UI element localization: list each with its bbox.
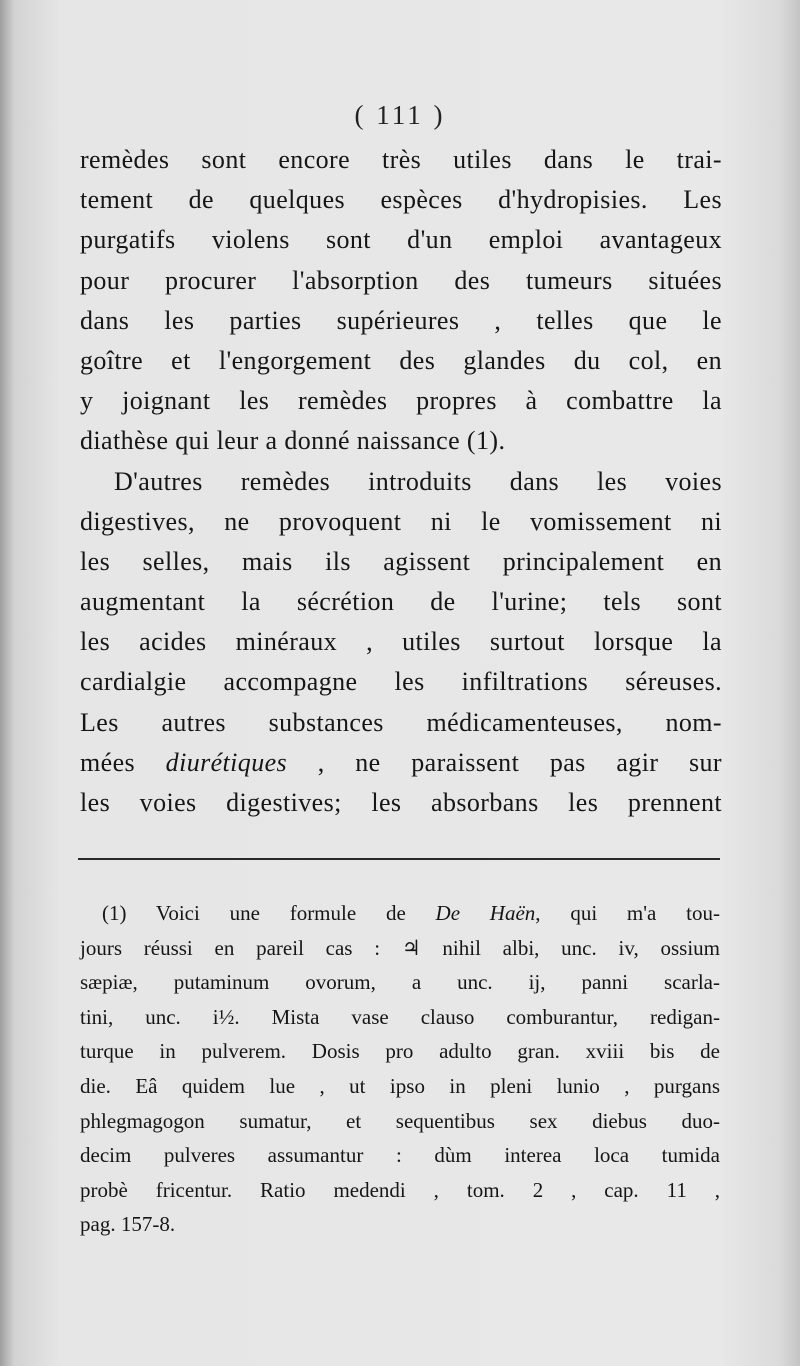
footnote-fragment: , qui m'a tou- bbox=[535, 901, 720, 925]
body-line: augmentant la sécrétion de l'urine; tels sont bbox=[80, 587, 722, 617]
body-line: tement de quelques espèces d'hydropisies. Les bbox=[80, 185, 722, 215]
footnote-author: De Haën bbox=[435, 901, 536, 925]
body-line-italic-term bbox=[80, 743, 722, 783]
body-text-fragment: mées bbox=[80, 747, 166, 777]
body-line: les voies digestives; les absorbans les prennent bbox=[80, 788, 722, 817]
italic-term: diurétiques bbox=[165, 747, 288, 777]
footnote-line: die. Eâ quidem lue , ut ipso in pleni lunio , purgans bbox=[80, 1073, 720, 1098]
body-text-fragment: , ne paraissent pas agir sur bbox=[287, 747, 722, 777]
footnote-divider bbox=[78, 858, 720, 860]
footnote-line: pag. 157-8. bbox=[80, 1212, 176, 1237]
body-line: diathèse qui leur a donné naissance (1). bbox=[80, 426, 506, 456]
body-line: remèdes sont encore très utiles dans le trai- bbox=[80, 145, 722, 174]
footnote-line: probè fricentur. Ratio medendi , tom. 2 , cap. 11 , bbox=[80, 1177, 720, 1202]
body-line: purgatifs violens sont d'un emploi avantageux bbox=[80, 225, 722, 255]
footnote bbox=[80, 896, 720, 1242]
footnote-line: jours réussi en pareil cas : ♃ nihil albi, unc. iv, ossium bbox=[80, 935, 720, 960]
body-line: Les autres substances médicamenteuses, nom- bbox=[80, 707, 722, 737]
footnote-line: phlegmagogon sumatur, et sequentibus sex diebus duo- bbox=[80, 1108, 720, 1133]
body-line: les selles, mais ils agissent principalement en bbox=[80, 546, 722, 576]
body-line: y joignant les remèdes propres à combattre la bbox=[80, 386, 722, 416]
footnote-line: turque in pulverem. Dosis pro adulto gran. xviii bis de bbox=[80, 1039, 720, 1064]
footnote-line: sæpiæ, putaminum ovorum, a unc. ij, panni scarla- bbox=[80, 970, 720, 995]
body-line: cardialgie accompagne les infiltrations séreuses. bbox=[80, 667, 722, 697]
footnote-line bbox=[80, 896, 720, 931]
page-number: ( 111 ) bbox=[354, 100, 446, 130]
body-line: pour procurer l'absorption des tumeurs situées bbox=[80, 265, 722, 295]
footnote-line: tini, unc. i½. Mista vase clauso comburantur, redigan- bbox=[80, 1004, 720, 1029]
body-line: digestives, ne provoquent ni le vomissement ni bbox=[80, 506, 722, 536]
body-line: goître et l'engorgement des glandes du col, en bbox=[80, 345, 722, 375]
footnote-fragment: (1) Voici une formule de bbox=[102, 901, 436, 925]
body-text bbox=[80, 140, 722, 823]
footnote-line: decim pulveres assumantur : dùm interea loca tumida bbox=[80, 1143, 720, 1168]
body-line: dans les parties supérieures , telles que le bbox=[80, 305, 722, 335]
body-line: D'autres remèdes introduits dans les voies bbox=[114, 466, 722, 496]
body-line: les acides minéraux , utiles surtout lorsque la bbox=[80, 627, 722, 657]
